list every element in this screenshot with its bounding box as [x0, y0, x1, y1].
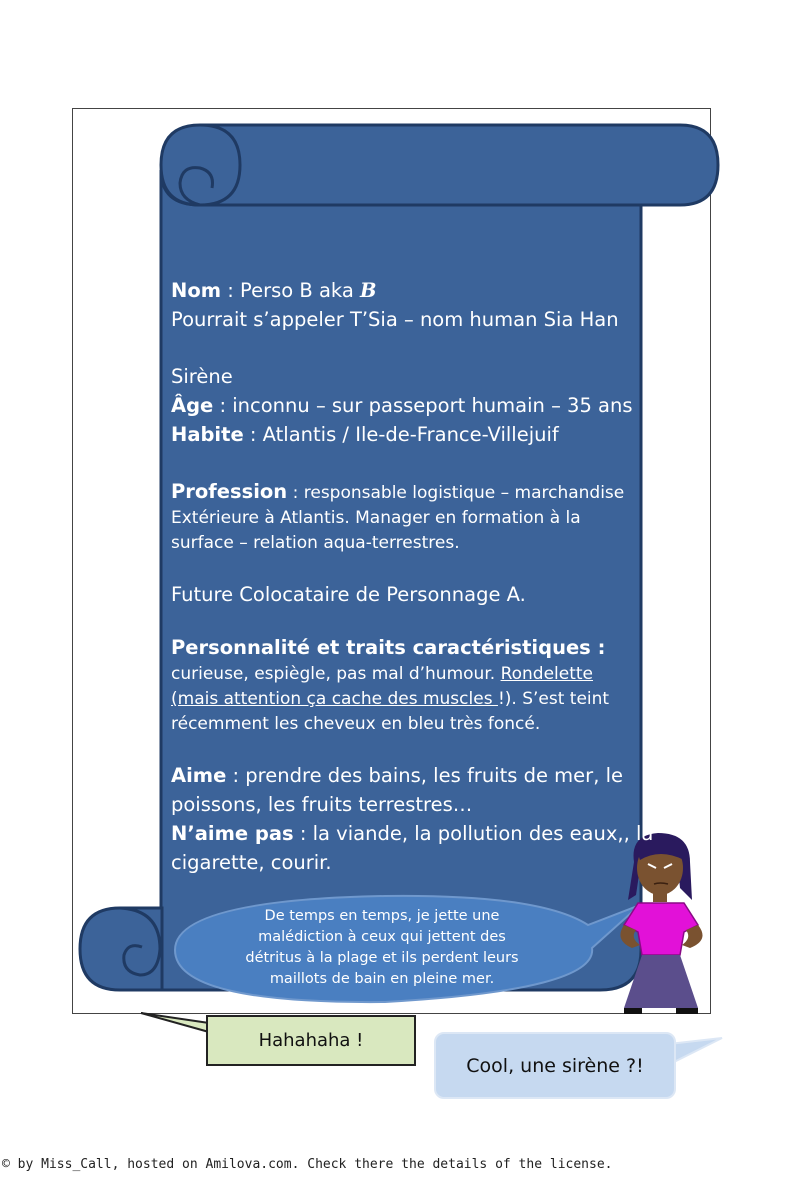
- habitat-value: : Atlantis / Ile-de-France-Villejuif: [243, 423, 559, 446]
- cool-speech-box: [434, 1032, 676, 1099]
- personality-line-1-text: curieuse, espiègle, pas mal d’humour.: [171, 664, 501, 684]
- speech-bubble-text: [236, 906, 528, 990]
- age-label: Âge: [171, 394, 214, 417]
- bubble-line-4: maillots de bain en pleine mer.: [269, 971, 495, 987]
- dislikes-line-2: cigarette, courir.: [171, 851, 332, 874]
- dislikes-line: [171, 819, 654, 848]
- haha-bubble-tail: [141, 1013, 209, 1032]
- scroll-top-roll: [161, 125, 718, 205]
- personality-line-3: récemment les cheveux en bleu très foncé.: [171, 714, 541, 734]
- likes-label: Aime: [171, 764, 227, 787]
- personality-line-1: [171, 662, 639, 687]
- likes-line: [171, 761, 639, 790]
- likes-line-2: poissons, les fruits terrestres…: [171, 793, 473, 816]
- b-glyph: B: [360, 279, 377, 302]
- personality-muscles: (mais attention ça cache des muscles: [171, 689, 498, 709]
- bubble-line-1: De temps en temps, je jette une: [264, 908, 500, 924]
- profession-line-2: Extérieure à Atlantis. Manager en formation à la: [171, 508, 581, 528]
- roommate-line: Future Colocataire de Personnage A.: [171, 583, 526, 606]
- personality-line-2: [171, 687, 639, 712]
- bubble-line-2: malédiction à ceux qui jettent des: [258, 929, 506, 945]
- profession-line: [171, 477, 639, 506]
- profession-value: : responsable logistique – marchandise: [287, 483, 625, 503]
- habitat-line: [171, 420, 639, 449]
- dislikes-label: N’aime pas: [171, 822, 294, 845]
- bubble-line-3: détritus à la plage et ils perdent leurs: [245, 950, 519, 966]
- age-value: : inconnu – sur passeport humain – 35 ans: [213, 394, 633, 417]
- personality-rondelette: Rondelette: [500, 664, 594, 684]
- likes-value: : prendre des bains, les fruits de mer, le: [226, 764, 624, 787]
- name-alias-line: Pourrait s’appeler T’Sia – nom human Sia Han: [171, 308, 619, 331]
- personality-heading: Personnalité et traits caractéristiques :: [171, 636, 606, 659]
- name-value: : Perso B aka: [221, 279, 361, 302]
- character-profile-text: [171, 276, 654, 877]
- species-line: Sirène: [171, 365, 233, 388]
- copyright-footer: © by Miss_Call, hosted on Amilova.com. Check there the details of the license.: [2, 1157, 613, 1172]
- personality-line-2-rest: !). S’est teint: [497, 689, 610, 709]
- profession-label: Profession: [171, 480, 288, 503]
- haha-text: Hahahaha !: [258, 1030, 364, 1051]
- name-label: Nom: [171, 279, 222, 302]
- haha-speech-box: [206, 1015, 416, 1066]
- profession-line-3: surface – relation aqua-terrestres.: [171, 533, 460, 553]
- name-line: [171, 276, 639, 305]
- age-line: [171, 391, 639, 420]
- habitat-label: Habite: [171, 423, 244, 446]
- cool-text: Cool, une sirène ?!: [466, 1054, 644, 1077]
- dislikes-value: : la viande, la pollution des eaux,, la: [293, 822, 654, 845]
